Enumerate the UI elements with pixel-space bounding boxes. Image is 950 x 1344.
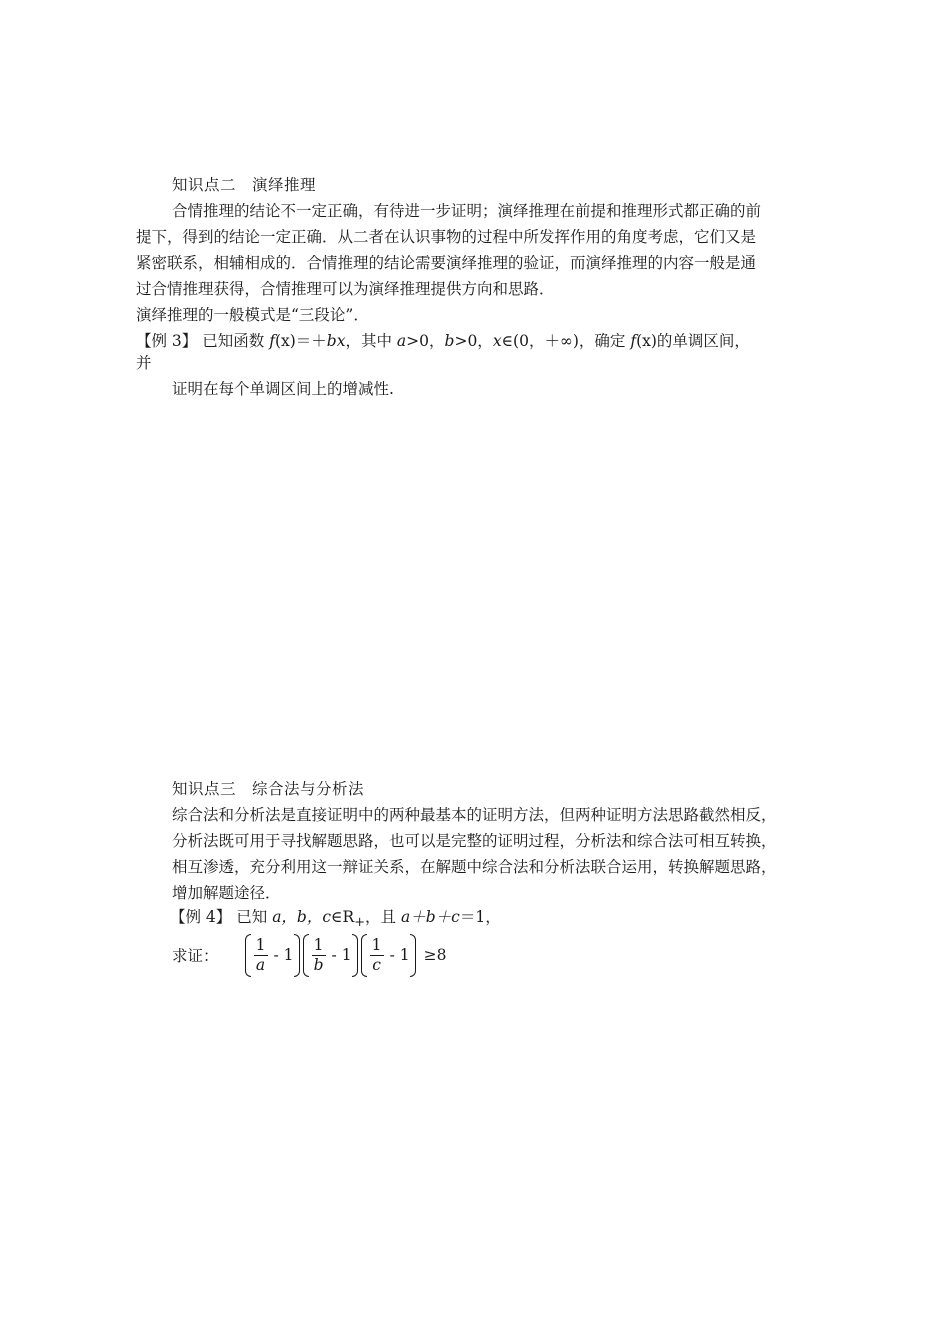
example4-inequality: [172, 933, 446, 977]
example4-text: 已知: [236, 908, 268, 926]
example3-var-x: x: [492, 332, 502, 350]
example4-text: ∈R: [331, 908, 355, 926]
factor-b: [303, 936, 358, 975]
example3-line1: [136, 328, 750, 355]
example3-var-a: a: [396, 332, 407, 350]
denominator: b: [313, 955, 324, 974]
example3-text: >0，: [406, 332, 445, 350]
section2-para1-line3: 紧密联系，相辅相成的．合情推理的结论需要演绎推理的验证，而演绎推理的内容一般是通: [136, 254, 757, 272]
fraction-1-over-a: [254, 936, 268, 975]
section2-heading: [172, 172, 316, 199]
example3-var-bx: bx: [326, 332, 346, 350]
numerator: 1: [255, 935, 266, 954]
section3-line1: 综合法和分析法是直接证明中的两种最基本的证明方法，但两种证明方法思路截然相反，: [172, 806, 777, 824]
minus-one: - 1: [389, 946, 410, 964]
example3-line2: 证明在每个单调区间上的增减性.: [172, 380, 394, 398]
example3-wrap: 并: [136, 354, 152, 372]
section2-para2: 演绎推理的一般模式是“三段论”．: [136, 306, 369, 324]
example3-text: ∈(0，＋∞)，确定: [501, 332, 626, 350]
factor-c: [361, 936, 416, 975]
example4-subscript: +: [354, 915, 366, 931]
section2-title: 演绎推理: [252, 176, 317, 194]
example3-text: ，其中: [345, 332, 392, 350]
section3-label: 知识点三: [172, 780, 237, 798]
example4-text: ，且: [365, 908, 397, 926]
example3-text: (x)＝＋: [274, 332, 327, 350]
example3-label: 【例 3】: [136, 332, 198, 350]
example3-text: 已知函数: [202, 332, 265, 350]
example3-var-f: f: [630, 332, 637, 350]
denominator: c: [372, 955, 381, 974]
fraction-1-over-b: [312, 936, 326, 975]
example3-var-f: f: [269, 332, 275, 350]
example4-label: 【例 4】: [170, 908, 232, 926]
section3-heading: [172, 776, 364, 803]
section2-para1-line1: 合情推理的结论不一定正确，有待进一步证明；演绎推理在前提和推理形式都正确的前: [172, 202, 762, 220]
numerator: 1: [371, 935, 382, 954]
fraction-1-over-c: [370, 936, 384, 975]
example4-sum: a＋b＋c: [400, 908, 460, 926]
minus-one: - 1: [273, 946, 294, 964]
section2-para1-line4: 过合情推理获得，合情推理可以为演绎推理提供方向和思路．: [136, 280, 555, 298]
section3-line3: 相互渗透，充分利用这一辩证关系，在解题中综合法和分析法联合运用，转换解题思路，: [172, 858, 777, 876]
section3-line2: 分析法既可用于寻找解题思路，也可以是完整的证明过程，分析法和综合法可相互转换，: [172, 832, 777, 850]
section3-line4: 增加解题途径．: [172, 884, 281, 902]
inequality-rhs: ≥8: [423, 946, 447, 964]
example4-text: ＝1，: [459, 908, 501, 926]
denominator: a: [255, 955, 266, 974]
minus-one: - 1: [331, 946, 352, 964]
section2-para1-line2: 提下，得到的结论一定正确．从二者在认识事物的过程中所发挥作用的角度考虑，它们又是: [136, 228, 757, 246]
example3-text: >0，: [454, 332, 493, 350]
example4-line1: [170, 904, 501, 937]
numerator: 1: [313, 935, 324, 954]
example4-vars: a，b，c: [272, 908, 332, 926]
example3-var-b: b: [444, 332, 455, 350]
factor-a: [245, 936, 300, 975]
section3-title: 综合法与分析法: [252, 780, 365, 798]
example4-prove-label: 求证：: [172, 947, 219, 965]
section2-label: 知识点二: [172, 176, 237, 194]
example3-text: (x)的单调区间，: [636, 332, 750, 350]
